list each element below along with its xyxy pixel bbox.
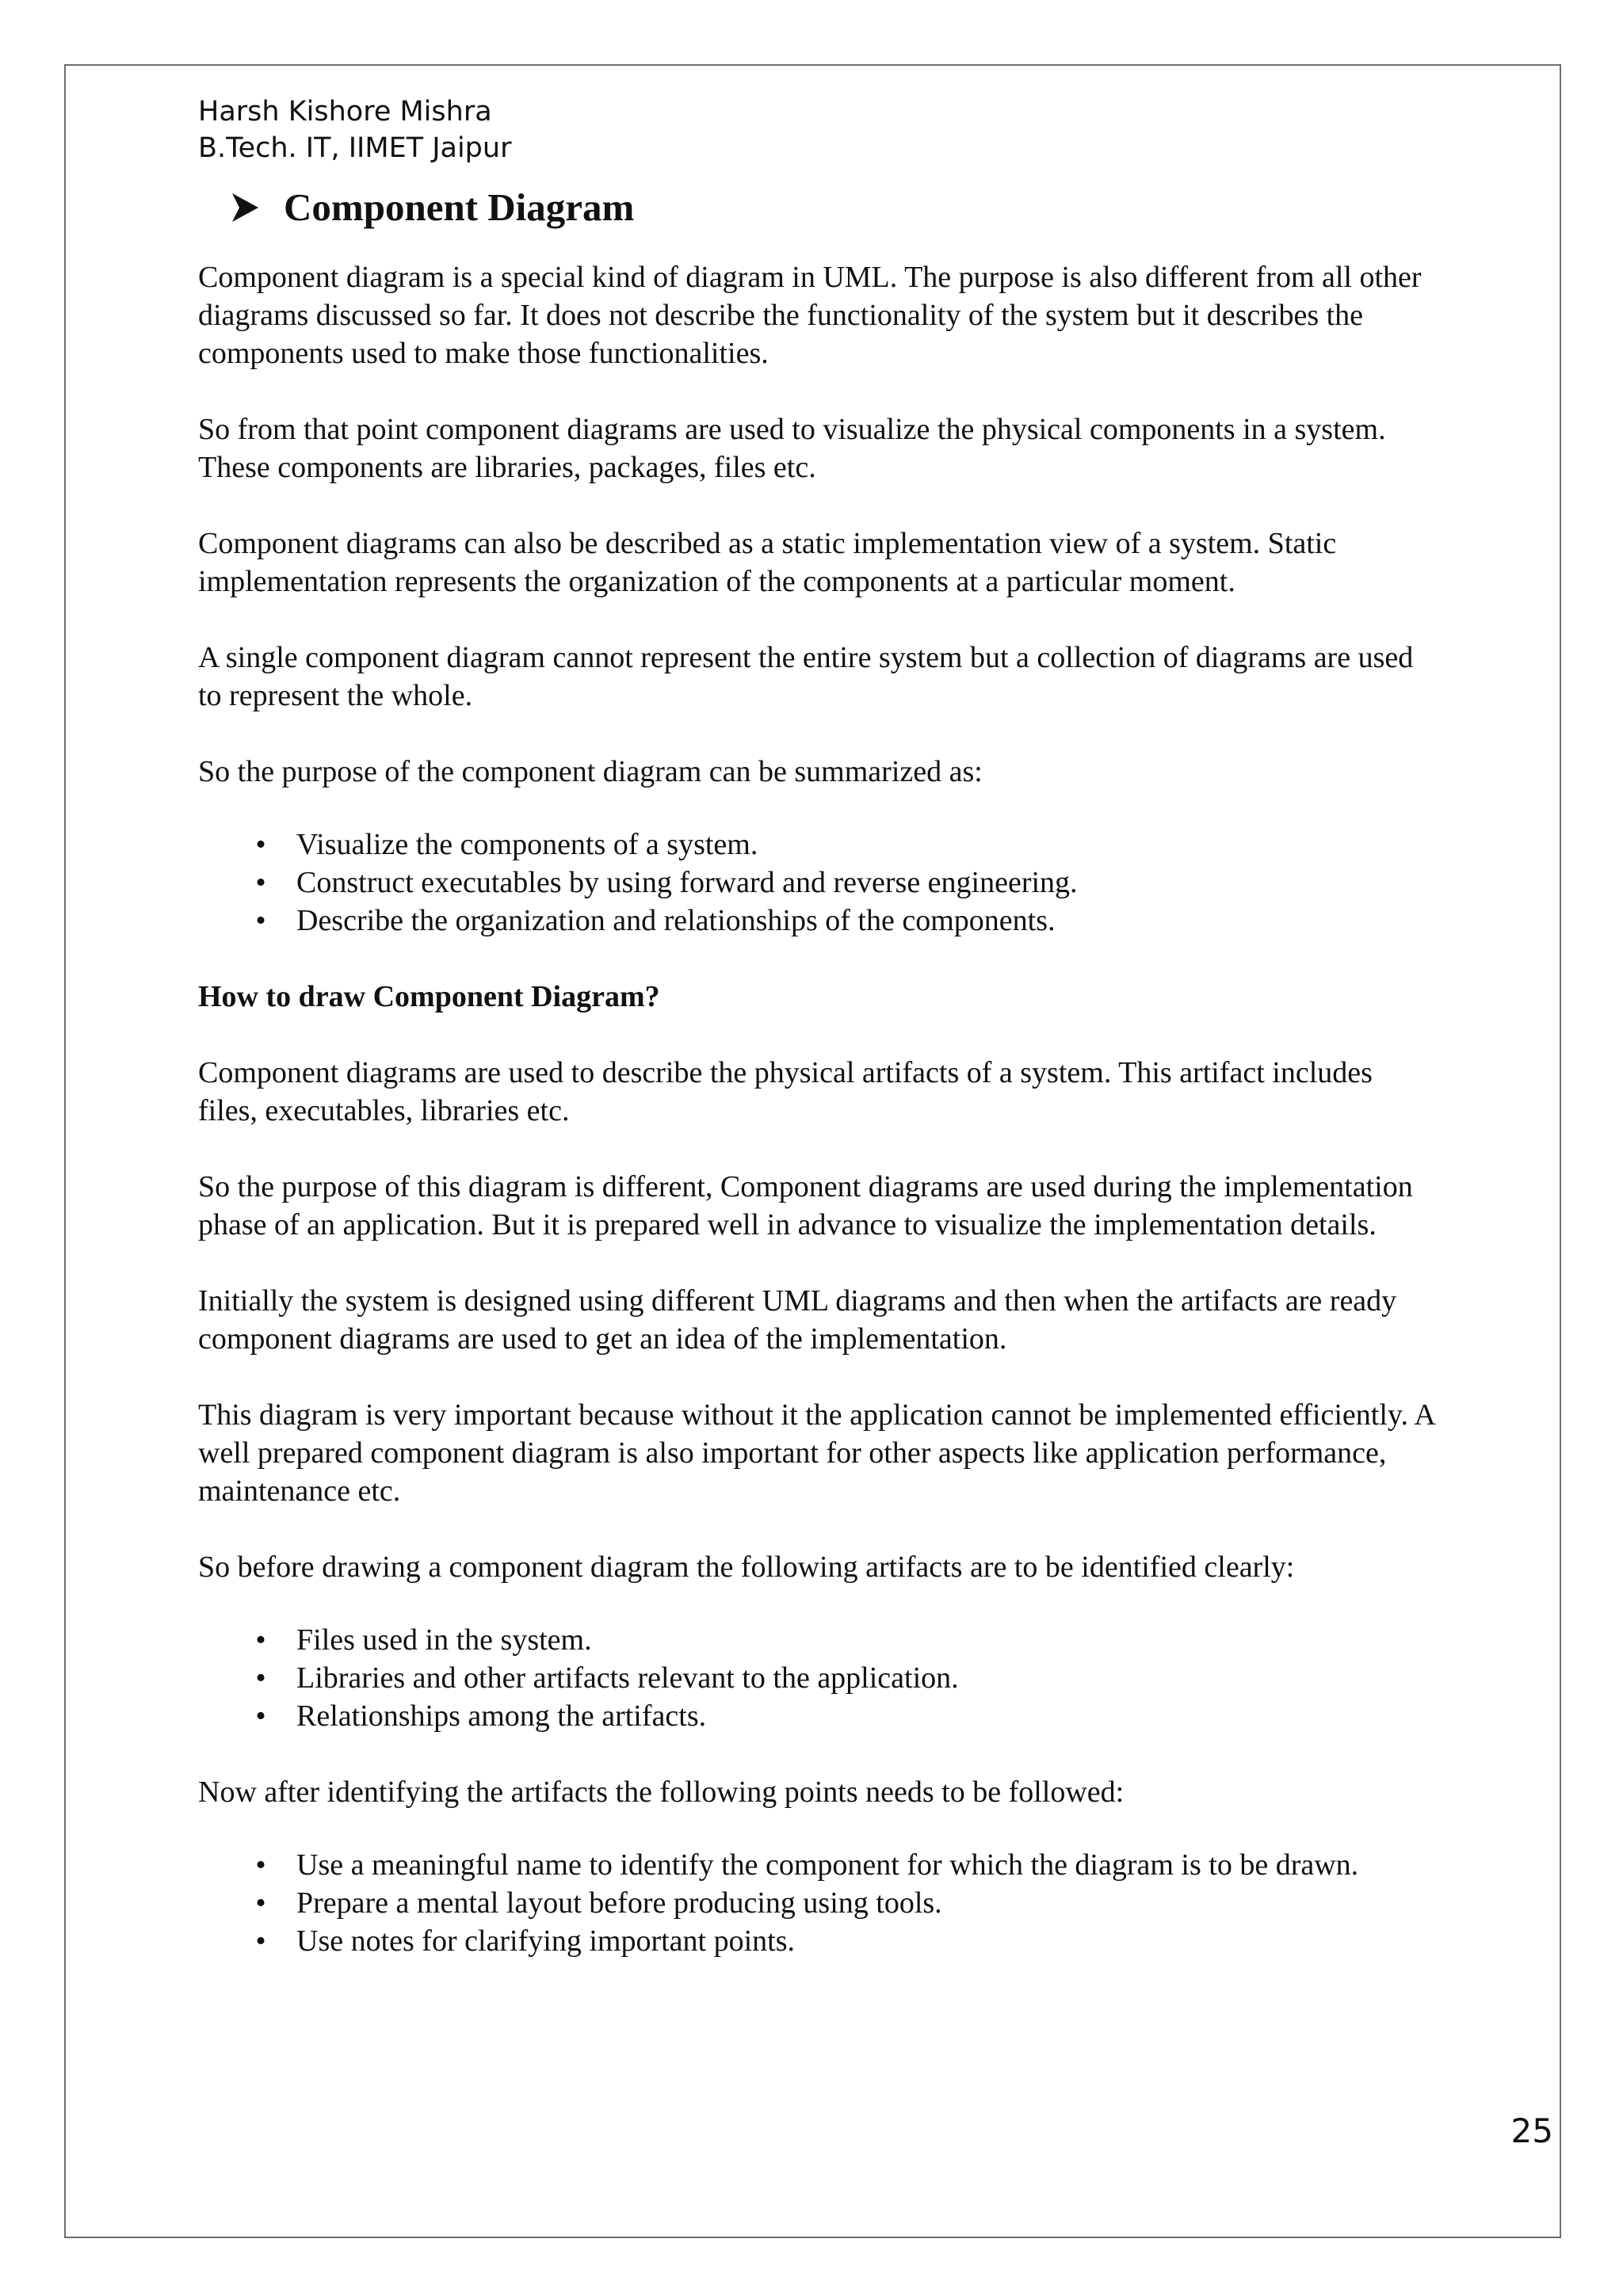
artifacts-list: [198, 1621, 1434, 1735]
paragraph-after-identifying: Now after identifying the artifacts the following points needs to be followed:: [198, 1775, 1125, 1809]
bullet-icon: •: [255, 828, 266, 861]
list-item: • Files used in the system.: [198, 1621, 1434, 1659]
bullet-icon: •: [255, 1848, 266, 1882]
list-item: • Visualize the components of a system.: [198, 826, 1434, 864]
bullet-icon: •: [255, 1661, 266, 1695]
purpose-list: [198, 826, 1434, 940]
paragraph-implementation-phase: So the purpose of this diagram is different, Component diagrams are used during the implementation phase of an application. But it is prepared well in advance to visualize the implementation details.: [198, 1170, 1413, 1241]
paragraph-collection: A single component diagram cannot represent the entire system but a collection of diagrams are used to represent the whole.: [198, 641, 1414, 712]
section-title: Component Diagram: [284, 185, 635, 229]
page-content: [198, 93, 1434, 1960]
author-affiliation: B.Tech. IT, IIMET Jaipur: [198, 132, 512, 164]
list-item: • Prepare a mental layout before producing using tools.: [198, 1884, 1434, 1922]
section-heading: [230, 184, 1434, 231]
paragraph-before-drawing: So before drawing a component diagram the following artifacts are to be identified clearly:: [198, 1550, 1295, 1584]
list-item: • Relationships among the artifacts.: [198, 1697, 1434, 1735]
paragraph-artifacts: Component diagrams are used to describe the physical artifacts of a system. This artifact includes files, executables, libraries etc.: [198, 1056, 1373, 1127]
page-number: 25: [1510, 2111, 1553, 2150]
list-item: • Libraries and other artifacts relevant to the application.: [198, 1659, 1434, 1697]
list-item: • Use notes for clarifying important points.: [198, 1922, 1434, 1960]
paragraph-intro: Component diagram is a special kind of diagram in UML. The purpose is also different from all other diagrams discussed so far. It does not describe the functionality of the system but it describes the components used to make those functionalities.: [198, 261, 1422, 370]
paragraph-purpose-summary: So the purpose of the component diagram can be summarized as:: [198, 755, 983, 788]
points-list: [198, 1846, 1434, 1960]
bullet-icon: •: [255, 1699, 266, 1733]
paragraph-importance: This diagram is very important because without it the application cannot be implemented efficiently. A well prepared component diagram is also important for other aspects like application performance, maintenance etc.: [198, 1398, 1434, 1508]
bullet-icon: •: [255, 866, 266, 899]
author-name: Harsh Kishore Mishra: [198, 96, 492, 128]
arrow-bullet-icon: [230, 192, 260, 223]
list-item: • Construct executables by using forward and reverse engineering.: [198, 864, 1434, 902]
bullet-icon: •: [255, 1924, 266, 1958]
list-item: • Use a meaningful name to identify the component for which the diagram is to be drawn.: [198, 1846, 1434, 1884]
subheading-how-to-draw: How to draw Component Diagram?: [198, 980, 660, 1013]
bullet-icon: •: [255, 1886, 266, 1920]
list-item: • Describe the organization and relationships of the components.: [198, 902, 1434, 940]
bullet-icon: •: [255, 904, 266, 937]
bullet-icon: •: [255, 1623, 266, 1657]
paragraph-static-view: Component diagrams can also be described as a static implementation view of a system. Static implementation represents the organization of the components at a particular moment.: [198, 527, 1337, 598]
paragraph-physical-components: So from that point component diagrams are used to visualize the physical components in a system. These components are libraries, packages, files etc.: [198, 413, 1386, 484]
paragraph-uml-design: Initially the system is designed using different UML diagrams and then when the artifacts are ready component diagrams are used to get an idea of the implementation.: [198, 1284, 1397, 1356]
